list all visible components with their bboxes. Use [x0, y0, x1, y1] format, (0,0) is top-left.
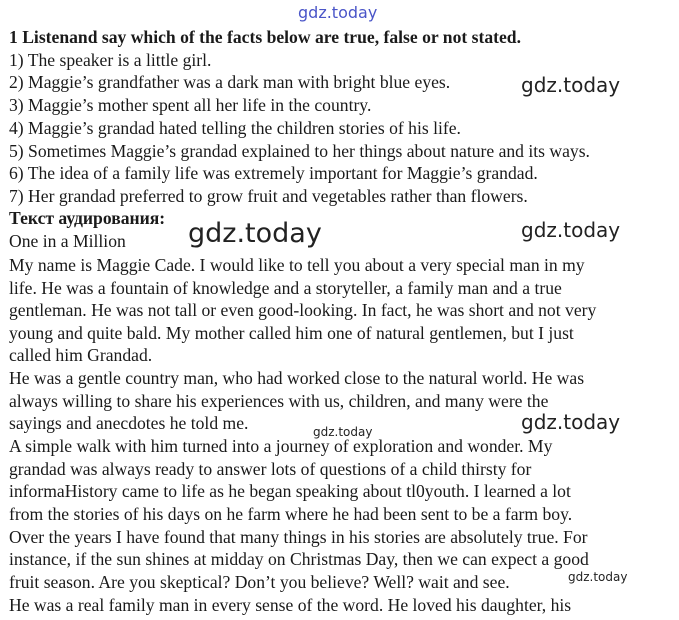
- transcript-line-15: fruit season. Are you skeptical? Don’t you believe? Well? wait and see.: [9, 572, 510, 592]
- watermark-center-large: gdz.today: [188, 218, 322, 249]
- watermark-right-3: gdz.today: [521, 410, 621, 434]
- transcript-line-11: informaHistory came to life as he began speaking about tl0youth. I learned a lot: [9, 481, 571, 501]
- transcript-line-12: from the stories of his days on he farm where he had been sent to be a farm boy.: [9, 504, 573, 524]
- transcript-line-1: My name is Maggie Cade. I would like to tell you about a very special man in my: [9, 255, 585, 275]
- watermark-small-center: gdz.today: [313, 425, 373, 439]
- transcript-line-16: He was a real family man in every sense of the word. He loved his daughter, his: [9, 595, 572, 615]
- transcript-line-14: instance, if the sun shines at midday on Christmas Day, then we can expect a good: [9, 549, 589, 569]
- transcript-line-7: always willing to share his experiences with us, children, and many were the: [9, 391, 549, 411]
- task-item-3: 3) Maggie’s mother spent all her life in the country.: [9, 95, 372, 115]
- task-item-1: 1) The speaker is a little girl.: [9, 50, 212, 70]
- transcript-line-10: grandad was always ready to answer lots of questions of a child thirsty for: [9, 459, 532, 479]
- transcript-line-9: A simple walk with him turned into a journey of exploration and wonder. My: [9, 436, 553, 456]
- task-item-4: 4) Maggie’s grandad hated telling the children stories of his life.: [9, 118, 461, 138]
- task-item-6: 6) The idea of a family life was extremely important for Maggie’s grandad.: [9, 163, 538, 183]
- transcript-line-8: sayings and anecdotes he told me.: [9, 413, 249, 433]
- transcript-heading: Текст аудирования:: [9, 208, 166, 228]
- transcript-line-4: young and quite bald. My mother called him one of natural gentlemen, but I just: [9, 323, 574, 343]
- transcript-line-3: gentleman. He was not tall or even good-looking. In fact, he was short and not very: [9, 300, 597, 320]
- watermark-right-1: gdz.today: [521, 73, 621, 97]
- transcript-line-6: He was a gentle country man, who had worked close to the natural world. He was: [9, 368, 585, 388]
- watermark-small-right: gdz.today: [568, 570, 628, 584]
- transcript-line-13: Over the years I have found that many things in his stories are absolutely true. For: [9, 527, 588, 547]
- task-item-5: 5) Sometimes Maggie’s grandad explained to her things about nature and its ways.: [9, 141, 590, 161]
- transcript-title: One in a Million: [9, 231, 126, 251]
- watermark-right-2: gdz.today: [521, 218, 621, 242]
- transcript-line-2: life. He was a fountain of knowledge and a storyteller, a family man and a true: [9, 278, 562, 298]
- watermark-top: gdz.today: [298, 3, 378, 22]
- task-heading: 1 Listenand say which of the facts below are true, false or not stated.: [9, 27, 521, 47]
- task-item-7: 7) Her grandad preferred to grow fruit and vegetables rather than flowers.: [9, 186, 528, 206]
- transcript-line-5: called him Grandad.: [9, 345, 153, 365]
- task-item-2: 2) Maggie’s grandfather was a dark man with bright blue eyes.: [9, 72, 451, 92]
